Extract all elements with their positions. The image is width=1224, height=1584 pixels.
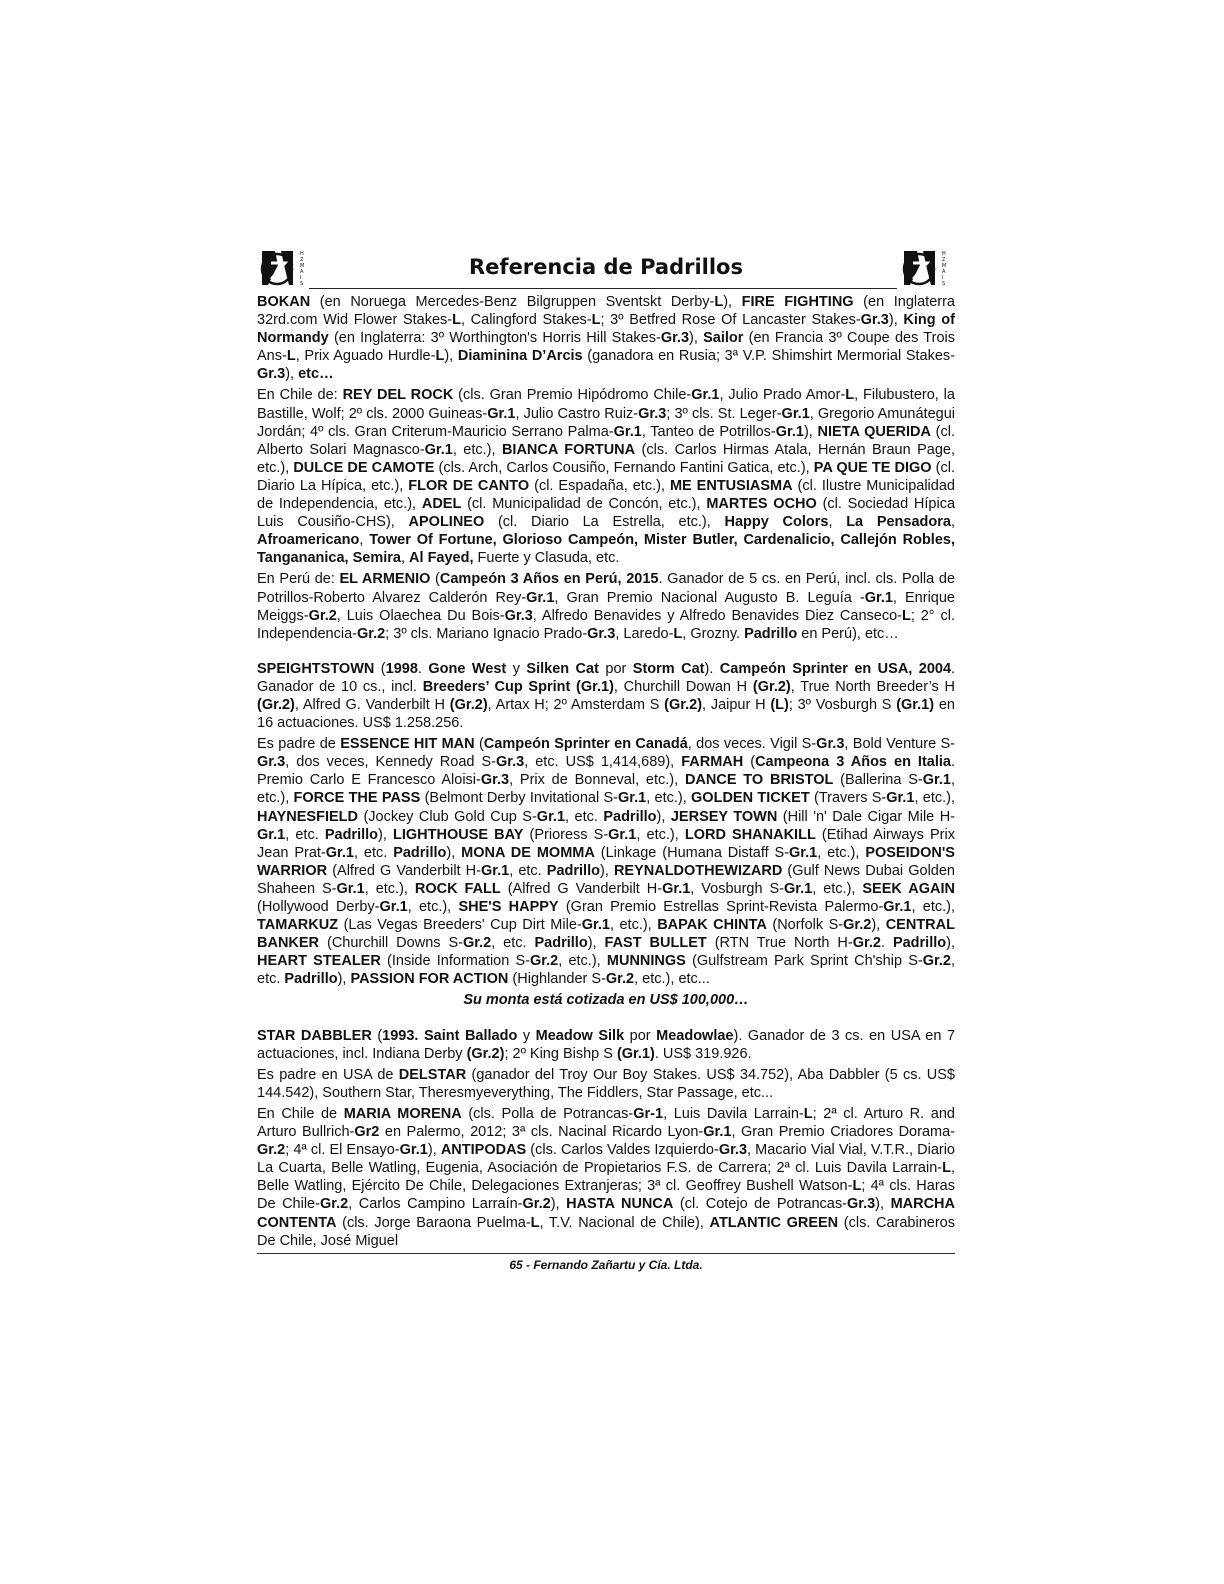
bold-text: L <box>286 348 296 365</box>
bold-text: DULCE DE CAMOTE <box>293 459 435 476</box>
bold-text: (Gr.2) <box>257 696 295 713</box>
bold-text: Gr.2 <box>257 1142 286 1159</box>
bold-text: FORCE THE PASS <box>293 790 421 807</box>
bold-text: JERSEY TOWN <box>670 808 778 825</box>
bold-text: Gr.1 <box>784 880 813 897</box>
bold-text: L <box>714 294 724 310</box>
bold-text: HAYNESFIELD <box>257 808 358 825</box>
bold-text: Gr.1 <box>886 790 915 807</box>
bold-text: APOLINEO <box>408 514 485 531</box>
bold-text: Gr.3 <box>480 772 510 789</box>
bold-text: SPEIGHTSTOWN <box>257 660 375 677</box>
bold-text: Gr.1 <box>581 917 610 934</box>
bold-text: Gr.1 <box>922 772 951 789</box>
bold-text: GOLDEN TICKET <box>691 790 810 807</box>
svg-text:I: I <box>942 275 944 281</box>
bold-text: MARTES OCHO <box>706 496 817 513</box>
section-star-dabbler <box>257 1027 955 1250</box>
bold-text: L <box>452 312 461 329</box>
bold-text: Campeón 3 Años en Perú, 2015 <box>439 571 659 588</box>
bold-text: etc… <box>298 366 334 383</box>
bold-text: BOKAN <box>257 294 311 310</box>
brand-logo-right <box>901 245 949 289</box>
bold-text: Gr.1 <box>781 405 810 422</box>
bold-text: ADEL <box>421 496 462 513</box>
page-title: Referencia de Padrillos <box>469 255 743 279</box>
bold-text: MUNNINGS <box>606 953 686 970</box>
bold-text: Gr.1 <box>883 899 912 915</box>
bold-text: Gr.3 <box>257 366 286 383</box>
paragraph: Es padre de ESSENCE HIT MAN (Campeón Sprinter en Canadá, dos veces. Vigil S-Gr.3, Bold Venture S-Gr.3, dos veces, Kennedy Road S-Gr.3, etc. US$ 1,414,689), FARMAH (Campeona 3 Años en Italia. Premio Carlo E Francesco Aloisi-Gr.3, Prix de Bonneval, etc.), DANCE TO BRISTOL (Ballerina S-Gr.1, etc.), FORCE THE PASS (Belmont Derby Invitational S-Gr.1, etc.), GOLDEN TICKET (Travers S-Gr.1, etc.), HAYNESFIELD (Jockey Club Gold Cup S-Gr.1, etc. Padrillo), JERSEY TOWN (Hill 'n' Dale Cigar Mile H-Gr.1, etc. Padrillo), LIGHTHOUSE BAY (Prioress S-Gr.1, etc.), LORD SHANAKILL (Etihad Airways Prix Jean Prat-Gr.1, etc. Padrillo), MONA DE MOMMA (Linkage (Humana Distaff S-Gr.1, etc.), POSEIDON'S WARRIOR (Alfred G Vanderbilt H-Gr.1, etc. Padrillo), REYNALDOTHEWIZARD (Gulf News Dubai Golden Shaheen S-Gr.1, etc.), ROCK FALL (Alfred G Vanderbilt H-Gr.1, Vosburgh S-Gr.1, etc.), SEEK AGAIN (Hollywood Derby-Gr.1, etc.), SHE'S HAPPY (Gran Premio Estrellas Sprint-Revista Palermo-Gr.1, etc.), TAMARKUZ (Las Vegas Breeders' Cup Dirt Mile-Gr.1, etc.), BAPAK CHINTA (Norfolk S-Gr.2), CENTRAL BANKER (Churchill Downs S-Gr.2, etc. Padrillo), FAST BULLET (RTN True North H-Gr.2. Padrillo), HEART STEALER (Inside Information S-Gr.2, etc.), MUNNINGS (Gulfstream Park Sprint Ch'ship S-Gr.2, etc. Padrillo), PASSION FOR ACTION (Highlander S-Gr.2, etc.), etc... <box>257 736 956 988</box>
section-speightstown <box>257 660 955 1010</box>
svg-text:A: A <box>300 269 304 275</box>
bold-text: Afroamericano <box>257 532 360 549</box>
document-body <box>257 293 955 1274</box>
bold-text: Gr.1 <box>526 589 555 606</box>
bold-text: Gr.3 <box>495 754 525 771</box>
bold-text: ESSENCE HIT MAN <box>340 736 475 753</box>
svg-text:Z: Z <box>942 257 946 263</box>
bold-text: DANCE TO BRISTOL <box>684 772 834 789</box>
bold-text: STAR DABBLER <box>257 1027 372 1044</box>
bold-text: FLOR DE CANTO <box>408 477 530 494</box>
bold-text: Tower Of Fortune, Glorioso Campeón, Mister Butler, Cardenalicio, Callejón Robles, Tangananica, Semira <box>257 532 955 567</box>
bold-text: Gr.1 <box>379 899 408 915</box>
bold-text: (Gr.1) <box>616 1045 655 1062</box>
bold-text: Gr.1 <box>257 826 286 843</box>
svg-text:H: H <box>942 251 946 257</box>
bold-text: PA QUE TE DIGO <box>813 459 932 476</box>
bold-text: Gr.2 <box>522 1196 551 1213</box>
bold-text: Gr.3 <box>257 754 286 771</box>
bold-text: MONA DE MOMMA <box>461 844 595 861</box>
bold-text: Padrillo <box>603 808 657 825</box>
bold-text: Padrillo <box>546 862 600 879</box>
bold-text: SHE'S HAPPY <box>458 899 559 915</box>
stud-fee-tagline: Su monta está cotizada en US$ 100,000… <box>463 992 749 1009</box>
bold-text: Gr.3 <box>816 736 845 753</box>
bold-text: Gr.1 <box>662 880 691 897</box>
bold-text: NIETA QUERIDA <box>817 423 931 440</box>
paragraph: SPEIGHTSTOWN (1998. Gone West y Silken Cat por Storm Cat). Campeón Sprinter en USA, 2004. Ganador de 10 cs., incl. Breeders’ Cup Sprint (Gr.1), Churchill Dowan H (Gr.2), True North Breeder’s H (Gr.2), Alfred G. Vanderbilt H (Gr.2), Artax H; 2º Amsterdam S (Gr.2), Jaipur H (L); 3º Vosburgh S (Gr.1) en 16 actuaciones. US$ 1.258.256. <box>257 660 956 732</box>
bold-text: Gr.1 <box>789 844 818 861</box>
bold-text: Breeders’ Cup Sprint (Gr.1) <box>422 678 614 695</box>
bold-text: PASSION FOR ACTION <box>350 971 509 988</box>
bold-text: Gr.1 <box>480 862 510 879</box>
bold-text: (Gr.2) <box>449 696 488 713</box>
bold-text: ME ENTUSIASMA <box>669 477 793 494</box>
bold-text: L <box>901 607 911 624</box>
bold-text: Gr.1 <box>325 844 354 861</box>
bold-text: LIGHTHOUSE BAY <box>392 826 524 843</box>
bold-text: FARMAH <box>681 754 744 771</box>
bold-text: DELSTAR <box>398 1066 467 1083</box>
bold-text: REYNALDOTHEWIZARD <box>613 862 783 879</box>
bold-text: Gr.3 <box>846 1196 876 1213</box>
bold-text: L <box>803 1105 813 1122</box>
bold-text: Padrillo <box>744 625 798 642</box>
section-bokan <box>257 293 955 643</box>
bold-text: (Gr.2) <box>664 696 703 713</box>
bold-text: Happy Colors <box>724 514 829 531</box>
svg-text:M: M <box>300 263 305 269</box>
svg-text:S: S <box>300 281 304 287</box>
bold-text: ATLANTIC GREEN <box>709 1214 839 1231</box>
bold-text: Gone West <box>428 660 507 677</box>
bold-text: (Gr.2) <box>752 678 791 695</box>
bold-text: L <box>435 348 445 365</box>
bold-text: L <box>942 1160 951 1177</box>
bold-text: HEART STEALER <box>257 953 381 970</box>
bold-text: Gr.3 <box>718 1142 748 1159</box>
bold-text: (Gr.1) <box>896 696 935 713</box>
bold-text: Gr.1 <box>775 423 804 440</box>
bold-text: L <box>852 1178 862 1195</box>
bold-text: Silken Cat <box>526 660 599 677</box>
page-footer: 65 - Fernando Zañartu y Cía. Ltda. <box>509 1257 703 1272</box>
bold-text: Gr-1 <box>633 1105 664 1122</box>
bold-text: BIANCA FORTUNA <box>501 441 636 458</box>
bold-text: 1998 <box>385 660 418 677</box>
bold-text: EL ARMENIO <box>339 571 431 588</box>
bold-text: Padrillo <box>892 935 947 952</box>
bold-text: MARCHA CONTENTA <box>257 1196 955 1231</box>
title-underline <box>309 288 897 289</box>
svg-text:I: I <box>300 275 302 281</box>
bold-text: La Pensadora <box>846 514 951 531</box>
paragraph: En Perú de: EL ARMENIO (Campeón 3 Años en Perú, 2015. Ganador de 5 cs. en Perú, incl. cls. Polla de Potrillos-Roberto Alvarez Calderón Rey-Gr.1, Gran Premio Nacional Augusto B. Leguía -Gr.1, Enrique Meiggs-Gr.2, Luis Olaechea Du Bois-Gr.3, Alfredo Benavides y Alfredo Benavides Diez Canseco-L; 2° cl. Independencia-Gr.2; 3º cls. Mariano Ignacio Prado-Gr.3, Laredo-L, Grozny. Padrillo en Perú), etc… <box>257 571 956 642</box>
bold-text: FIRE FIGHTING <box>741 294 854 310</box>
bold-text: 1993. Saint Ballado <box>382 1027 518 1044</box>
paragraph: En Chile de: REY DEL ROCK (cls. Gran Premio Hipódromo Chile-Gr.1, Julio Prado Amor-L, Filubustero, la Bastille, Wolf; 2º cls. 2000 Guineas-Gr.1, Julio Castro Ruiz-Gr.3; 3º cls. St. Leger-Gr.1, Gregorio Amunátegui Jordán; 4º cls. Gran Criterum-Mauricio Serrano Palma-Gr.1, Tanteo de Potrillos-Gr.1), NIETA QUERIDA (cl. Alberto Solari Magnasco-Gr.1, etc.), BIANCA FORTUNA (cls. Carlos Hirmas Atala, Hernán Braun Page, etc.), DULCE DE CAMOTE (cls. Arch, Carlos Cousiño, Fernando Fantini Gatica, etc.), PA QUE TE DIGO (cl. Diario La Hípica, etc.), FLOR DE CANTO (cl. Espadaña, etc.), ME ENTUSIASMA (cl. Ilustre Municipalidad de Independencia, etc.), ADEL (cl. Municipalidad de Concón, etc.), MARTES OCHO (cl. Sociedad Hípica Luis Cousiño-CHS), APOLINEO (cl. Diario La Estrella, etc.), Happy Colors, La Pensadora, Afroamericano, Tower Of Fortune, Glorioso Campeón, Mister Butler, Cardenalicio, Callejón Robles, Tangananica, Semira, Al Fayed, Fuerte y Clasuda, etc. <box>257 387 956 567</box>
paragraph: Es padre en USA de DELSTAR (ganador del Troy Our Boy Stakes. US$ 34.752), Aba Dabbler (5 cs. US$ 144.542), Southern Star, Theresmyeverything, The Fiddlers, Star Passage, etc... <box>257 1066 955 1101</box>
bold-text: Gr.2 <box>843 917 872 934</box>
paragraph: STAR DABBLER (1993. Saint Ballado y Meadow Silk por Meadowlae). Ganador de 3 cs. en USA en 7 actuaciones, incl. Indiana Derby (Gr.2); 2º King Bishp S (Gr.1). US$ 319.926. <box>257 1027 956 1062</box>
bold-text: LORD SHANAKILL <box>684 826 816 843</box>
bold-text: L <box>591 312 601 329</box>
bold-text: Gr.2 <box>319 1196 349 1213</box>
bold-text: Gr.1 <box>336 880 365 897</box>
bold-text: Gr.1 <box>864 589 893 606</box>
bold-text: Gr.1 <box>608 826 637 843</box>
bold-text: (L) <box>770 696 789 713</box>
bold-text: FAST BULLET <box>604 935 707 952</box>
bold-text: Gr.3 <box>504 607 533 624</box>
bold-text: King of Normandy <box>257 312 955 347</box>
paragraph: En Chile de MARIA MORENA (cls. Polla de Potrancas-Gr-1, Luis Davila Larrain-L; 2ª cl. Arturo R. and Arturo Bullrich-Gr2 en Palermo, 2012; 3ª cls. Nacinal Ricardo Lyon-Gr.1, Gran Premio Criadores Dorama-Gr.2; 4ª cl. El Ensayo-Gr.1), ANTIPODAS (cls. Carlos Valdes Izquierdo-Gr.3, Macario Vial Vial, V.T.R., Diario La Cuarta, Belle Watling, Eugenia, Asociación de Propietarios F.S. de Carrera; 2ª cl. Luis Davila Larrain-L, Belle Watling, Ejército De Chile, Delegaciones Extranjeras; 3ª cl. Geoffrey Bushell Watson-L; 4ª cls. Haras De Chile-Gr.2, Carlos Campino Larraín-Gr.2), HASTA NUNCA (cl. Cotejo de Potrancas-Gr.3), MARCHA CONTENTA (cls. Jorge Baraona Puelma-L, T.V. Nacional de Chile), ATLANTIC GREEN (cls. Carabineros De Chile, José Miguel <box>257 1105 955 1249</box>
bold-text: L <box>530 1214 540 1231</box>
bold-text: REY DEL ROCK <box>342 387 454 404</box>
bold-text: Campeón Sprinter en USA, 2004 <box>719 660 952 677</box>
bold-text: Gr.1 <box>424 441 453 458</box>
bold-text: POSEIDON'S WARRIOR <box>257 844 955 879</box>
bold-text: Gr.1 <box>536 808 566 825</box>
bold-text: Gr.1 <box>613 423 642 440</box>
svg-text:H: H <box>300 251 304 257</box>
bold-text: L <box>845 387 855 404</box>
document-page <box>257 243 955 1274</box>
bold-text: HASTA NUNCA <box>566 1196 674 1213</box>
bold-text: ANTIPODAS <box>440 1142 527 1159</box>
bold-text: BAPAK CHINTA <box>657 917 767 934</box>
bold-text: Gr.1 <box>703 1124 732 1141</box>
bold-text: MARIA MORENA <box>343 1105 462 1122</box>
bold-text: TAMARKUZ <box>257 917 339 934</box>
bold-text: Gr.1 <box>399 1142 428 1159</box>
bold-text: Gr.2 <box>852 935 881 952</box>
bold-text: Padrillo <box>534 935 588 952</box>
bold-text: Al Fayed, <box>409 550 474 567</box>
bold-text: Gr.2 <box>922 953 951 970</box>
bold-text: (Gr.2) <box>466 1045 505 1062</box>
bold-text: Padrillo <box>284 971 338 988</box>
bold-text: Gr.2 <box>356 625 386 642</box>
bold-text: L <box>673 625 683 642</box>
bold-text: Padrillo <box>393 844 447 861</box>
bold-text: Gr.3 <box>660 330 690 347</box>
bold-text: Gr.2 <box>462 935 492 952</box>
bold-text: Diaminina D’Arcis <box>457 348 583 365</box>
svg-text:A: A <box>942 269 946 275</box>
bold-text: Gr.1 <box>691 387 720 404</box>
page-header <box>257 243 955 293</box>
bold-text: Gr2 <box>354 1124 380 1141</box>
paragraph: BOKAN (en Noruega Mercedes-Benz Bilgruppen Sventskt Derby-L), FIRE FIGHTING (en Inglaterra 32rd.com Wid Flower Stakes-L, Calingford Stakes-L; 3º Betfred Rose Of Lancaster Stakes-Gr.3), King of Normandy (en Inglaterra: 3º Worthington's Horris Hill Stakes-Gr.3), Sailor (en Francia 3º Coupe des Trois Ans-L, Prix Aguado Hurdle-L), Diaminina D’Arcis (ganadora en Rusia; 3ª V.P. Shimshirt Mermorial Stakes-Gr.3), etc… <box>257 294 956 383</box>
bold-text: Gr.2 <box>308 607 337 624</box>
bold-text: Campeón Sprinter en Canadá <box>483 736 688 753</box>
bold-text: Gr.1 <box>617 790 647 807</box>
bold-text: Campeona 3 Años en Italia <box>755 754 951 771</box>
svg-text:Z: Z <box>300 257 304 263</box>
bold-text: Gr.2 <box>530 953 559 970</box>
bold-text: Gr.3 <box>638 405 667 422</box>
svg-text:S: S <box>942 281 946 287</box>
bold-text: Meadowlae <box>656 1027 734 1044</box>
bold-text: ROCK FALL <box>414 880 501 897</box>
bold-text: Sailor <box>703 330 744 347</box>
bold-text: Gr.2 <box>605 971 635 988</box>
bold-text: SEEK AGAIN <box>862 880 955 897</box>
svg-text:M: M <box>942 263 947 269</box>
bold-text: CENTRAL BANKER <box>257 917 955 952</box>
bold-text: Meadow Silk <box>535 1027 625 1044</box>
bold-text: Storm Cat <box>632 660 705 677</box>
bold-text: Padrillo <box>324 826 379 843</box>
bold-text: Gr.3 <box>587 625 616 642</box>
bold-text: Gr.1 <box>487 405 516 422</box>
bold-text: Gr.3 <box>860 312 889 329</box>
